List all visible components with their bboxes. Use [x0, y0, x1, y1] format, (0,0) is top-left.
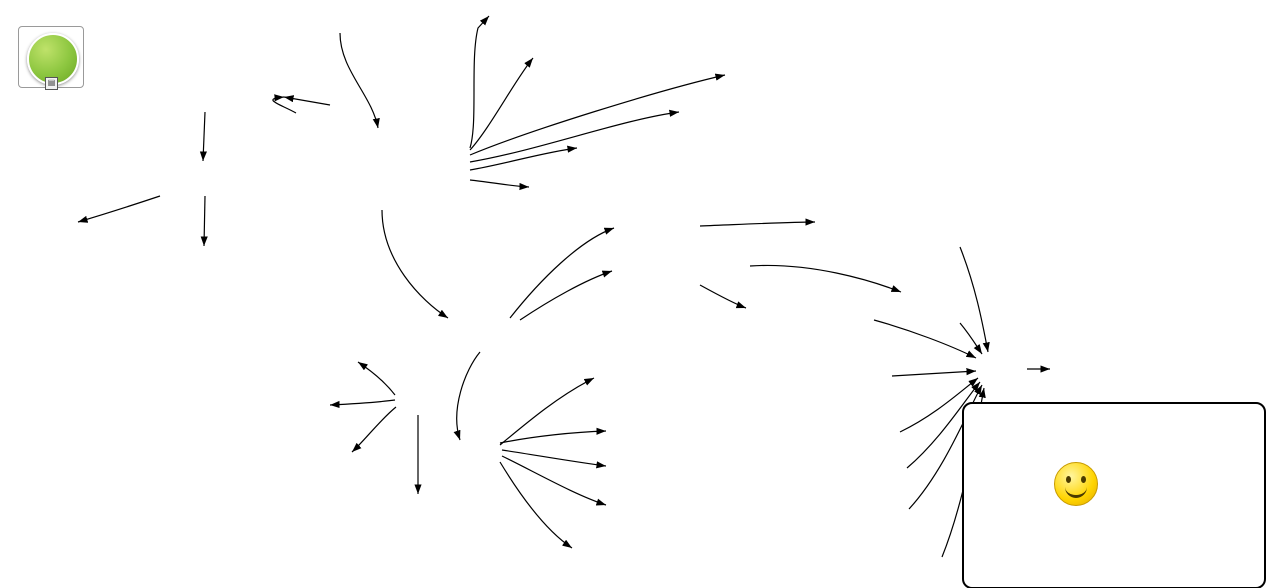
back-button[interactable] [18, 26, 84, 88]
smiley-icon [1054, 462, 1098, 506]
thank-you-wordart [964, 406, 1264, 516]
node-mark-icon: ▤ [45, 77, 58, 90]
thank-you-panel [962, 402, 1266, 588]
